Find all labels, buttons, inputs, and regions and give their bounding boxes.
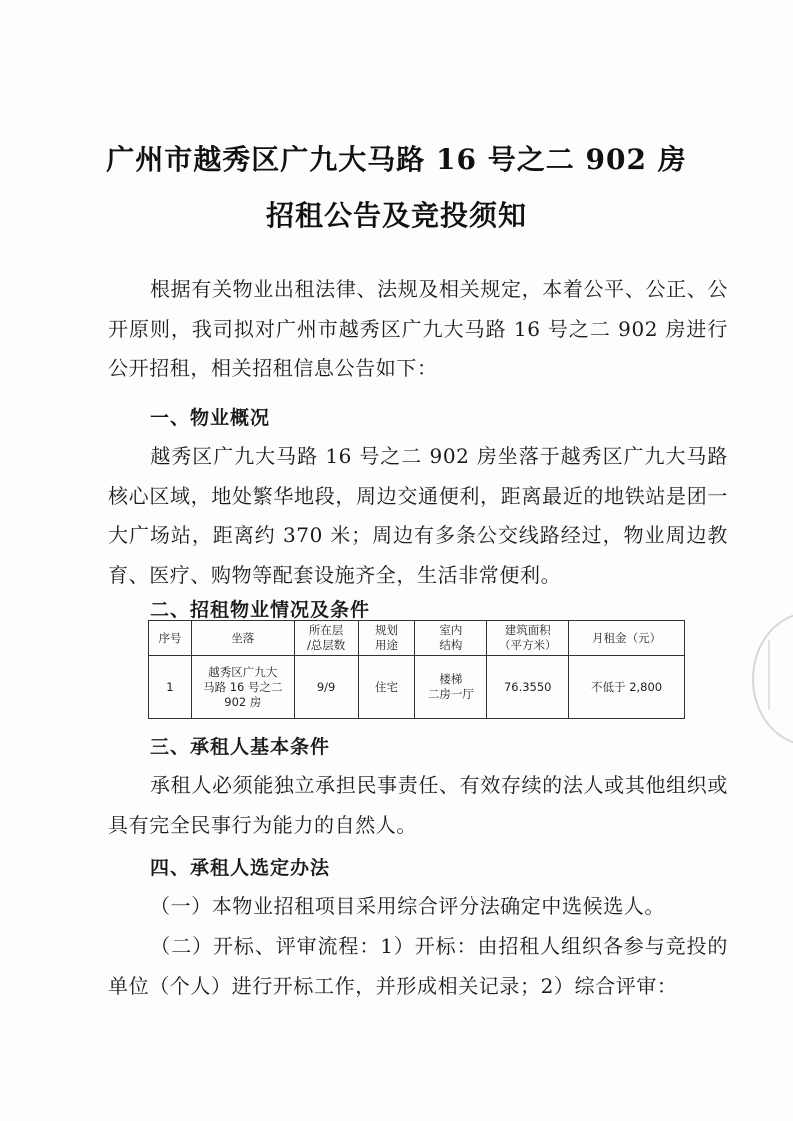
- table-cell: 9/9: [294, 656, 358, 719]
- table-cell: 1: [149, 656, 192, 719]
- table-header-cell: 室内 结构: [415, 621, 487, 656]
- section-4-heading: 四、承租人选定办法: [150, 857, 331, 879]
- section-4-item-2-text: （二）开标、评审流程：1）开标：由招租人组织各参与竞投的单位（个人）进行开标工作，并形成相关记录；2）综合评审：: [108, 934, 728, 998]
- section-1-text: 越秀区广九大马路 16 号之二 902 房坐落于越秀区广九大马路核心区域，地处繁华地段，周边交通便利，距离最近的地铁站是团一大广场站，距离约 370 米；周边有多条公交线路经过，物业周边教育、医疗、购物等配套设施齐全，生活非常便利。: [108, 444, 728, 587]
- table-header-cell: 坐落: [191, 621, 294, 656]
- section-4-item-2: [108, 927, 728, 1006]
- intro-text: 根据有关物业出租法律、法规及相关规定，本着公平、公正、公开原则，我司拟对广州市越秀区广九大马路 16 号之二 902 房进行公开招租，相关招租信息公告如下：: [108, 277, 728, 380]
- table-cell: 越秀区广九大 马路 16 号之二 902 房: [191, 656, 294, 719]
- table-header-cell: 所在层 /总层数: [294, 621, 358, 656]
- section-3-heading: 三、承租人基本条件: [150, 736, 331, 758]
- table-row: [149, 656, 685, 719]
- section-4-item-1-text: （一）本物业招租项目采用综合评分法确定中选候选人。: [150, 894, 665, 918]
- document-title-line-2: 招租公告及竞投须知: [265, 199, 527, 232]
- table-header-cell: 序号: [149, 621, 192, 656]
- section-2-heading: 二、招租物业情况及条件: [150, 599, 371, 621]
- intro-paragraph: [108, 270, 728, 389]
- table-cell: 不低于 2,800: [569, 656, 685, 719]
- seal-stamp-mark: [768, 640, 780, 710]
- section-1-heading: 一、物业概况: [150, 407, 271, 429]
- document-title-line-1: 广州市越秀区广九大马路 16 号之二 902 房: [106, 143, 687, 176]
- table-header-cell: 月租金（元）: [569, 621, 685, 656]
- table-header-cell: 规划 用途: [358, 621, 415, 656]
- table-cell: 楼梯 二房一厅: [415, 656, 487, 719]
- table-header-cell: 建筑面积 （平方米）: [487, 621, 569, 656]
- section-1-paragraph: [108, 437, 728, 595]
- table-header-row: [149, 621, 685, 656]
- section-3-paragraph: [108, 766, 728, 845]
- section-3-text: 承租人必须能独立承担民事责任、有效存续的法人或其他组织或具有完全民事行为能力的自然人。: [108, 773, 728, 837]
- table-cell: 住宅: [358, 656, 415, 719]
- property-table: [148, 620, 685, 719]
- table-cell: 76.3550: [487, 656, 569, 719]
- section-4-item-1: [108, 887, 728, 927]
